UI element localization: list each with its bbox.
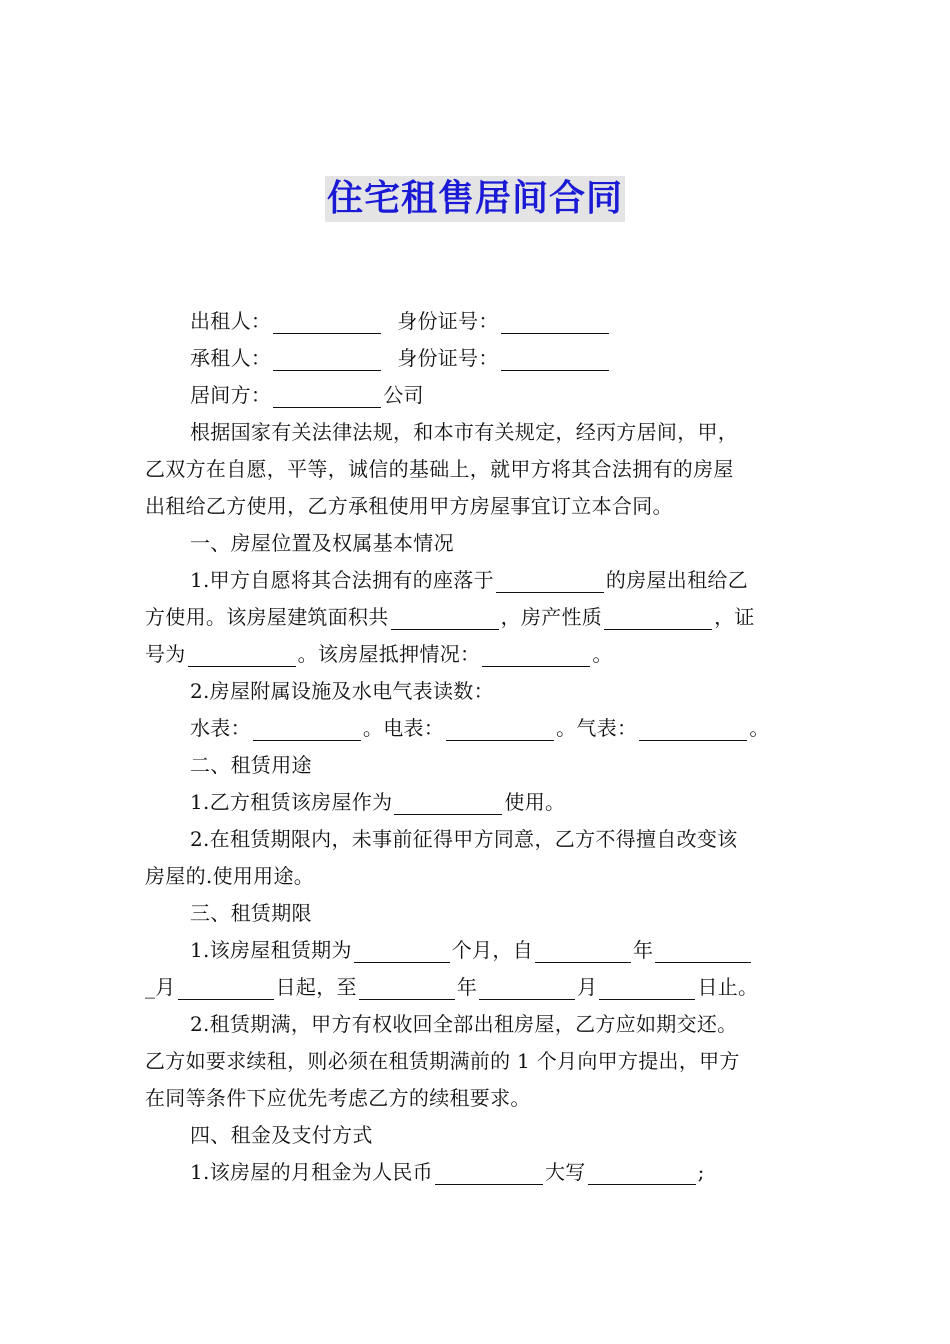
lessor-blank [273,311,381,334]
intro-line-3: 出租给乙方使用，乙方承租使用甲方房屋事宜订立本合同。 [145,494,673,518]
text-run: 大写 [544,1160,586,1184]
end-day-blank [599,977,695,1000]
rent-amount-blank [435,1162,543,1185]
text-run: 使用。 [504,790,566,814]
text-run: 日起，至 [275,975,357,999]
section3-item1-line2 [145,969,810,1006]
section2-item2-line1: 2.在租赁期限内，未事前征得甲方同意，乙方不得擅自改变该 [190,827,738,851]
electric-meter-blank [446,718,554,741]
section1-heading: 一、房屋位置及权属基本情况 [190,531,454,555]
broker-label: 居间方： [190,383,272,407]
area-blank [391,607,499,630]
text-run: 1.乙方租赁该房屋作为 [190,790,393,814]
start-month-blank [655,940,751,963]
text-run: 1.该房屋的月租金为人民币 [190,1160,433,1184]
text-run: 。气表： [556,716,638,740]
text-run: 。 [592,642,613,666]
section1-item1-line2 [145,599,810,636]
lessor-id-blank [501,311,609,334]
months-blank [354,940,450,963]
lessor-line [145,303,810,340]
text-run: 号为 [145,642,186,666]
text-run: ，房产性质 [500,605,603,629]
text-run: 水表： [190,716,251,740]
lessee-label: 承租人： [190,346,272,370]
text-run: 的房屋出租给乙 [605,568,748,592]
rent-uppercase-blank [588,1162,696,1185]
text-run: 个月，自 [451,938,533,962]
broker-blank [273,385,381,408]
text-run: 方使用。该房屋建筑面积共 [145,605,389,629]
certificate-blank [188,644,296,667]
text-run: _月 [145,975,176,999]
mortgage-blank [482,644,590,667]
section4-heading: 四、租金及支付方式 [190,1123,373,1147]
usage-blank [394,792,502,815]
meters-line [145,710,810,747]
lessor-id-label: 身份证号： [397,309,499,333]
section1-item2: 2.房屋附属设施及水电气表读数： [190,679,494,703]
text-run: 月 [577,975,598,999]
section3-item2-line1: 2.租赁期满，甲方有权收回全部出租房屋，乙方应如期交还。 [190,1012,738,1036]
broker-suffix: 公司 [383,383,424,407]
lessor-label: 出租人： [190,309,272,333]
lessee-line [145,340,810,377]
gas-meter-blank [639,718,747,741]
property-type-blank [604,607,712,630]
section3-item2-line2: 乙方如要求续租，则必须在租赁期满前的 1 个月向甲方提出，甲方 [145,1049,740,1073]
end-month-blank [479,977,575,1000]
lessee-id-label: 身份证号： [397,346,499,370]
text-run: 日止。 [697,975,759,999]
text-run: 。该房屋抵押情况： [297,642,481,666]
text-run: ，证 [714,605,755,629]
intro-line-1: 根据国家有关法律法规，和本市有关规定，经丙方居间，甲， [190,420,739,444]
start-year-blank [535,940,631,963]
broker-line [145,377,810,414]
location-blank [496,570,604,593]
section3-item1-line1 [145,932,810,969]
section3-item2-line3: 在同等条件下应优先考虑乙方的续租要求。 [145,1086,531,1110]
section2-heading: 二、租赁用途 [190,753,312,777]
text-run: 1.甲方自愿将其合法拥有的座落于 [190,568,494,592]
title-container [0,176,950,222]
lessee-blank [273,348,381,371]
section2-item1 [145,784,810,821]
section4-item1 [145,1154,810,1191]
section3-heading: 三、租赁期限 [190,901,312,925]
section2-item2-line2: 房屋的.使用用途。 [145,864,315,888]
text-run: 年 [633,938,654,962]
text-run: ; [697,1160,705,1184]
section1-item1-line1 [145,562,810,599]
text-run: 。 [749,716,770,740]
start-day-blank [178,977,274,1000]
lessee-id-blank [501,348,609,371]
water-meter-blank [253,718,361,741]
text-run: 年 [456,975,478,999]
end-year-blank [359,977,455,1000]
text-run: 1.该房屋租赁期为 [190,938,352,962]
text-run: 。电表： [362,716,445,740]
intro-line-2: 乙双方在自愿，平等，诚信的基础上，就甲方将其合法拥有的房屋 [145,457,734,481]
document-title: 住宅租售居间合同 [325,176,625,222]
contract-body [145,303,810,1191]
section1-item1-line3 [145,636,810,673]
